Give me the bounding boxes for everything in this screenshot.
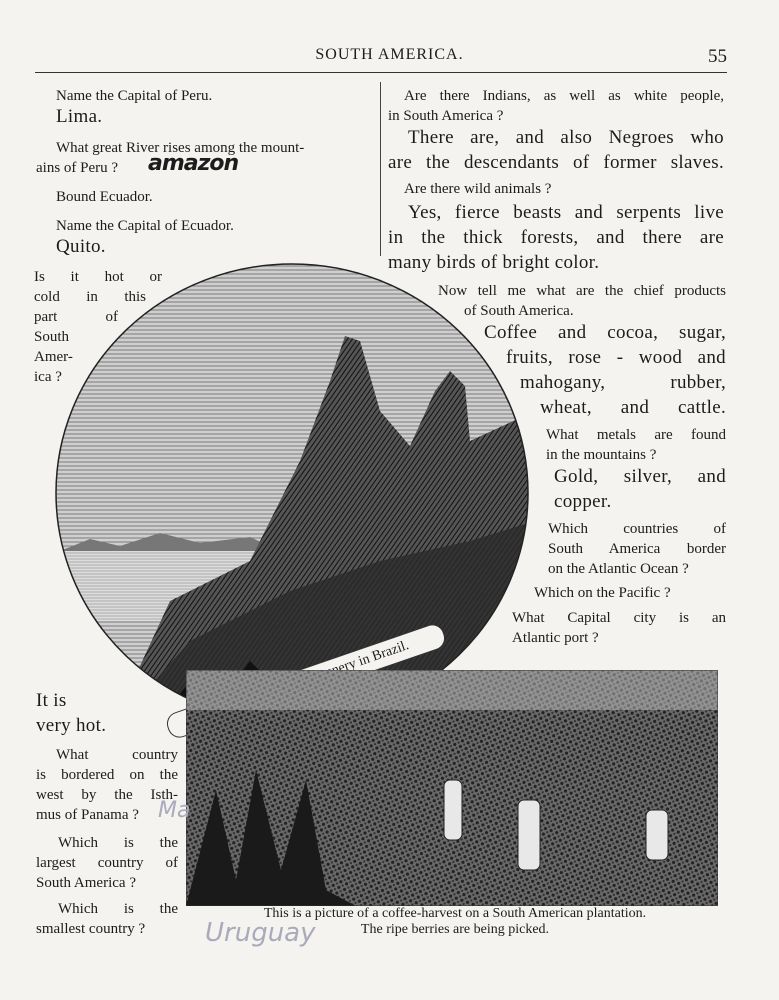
pencil-note-ma: Ma xyxy=(158,798,191,823)
question-atlantic-port-line: What Capital city is an xyxy=(512,610,726,626)
question-atlantic-countries-line: on the Atlantic Ocean ? xyxy=(548,561,689,577)
answer-chief-products-line: wheat, and cattle. xyxy=(540,397,726,418)
question-atlantic-port xyxy=(512,608,726,648)
mountain-engraving-illustration xyxy=(50,261,535,731)
question-metals-line: What metals are found xyxy=(546,427,726,443)
question-largest-country xyxy=(36,833,178,893)
question-smallest-country xyxy=(36,899,178,939)
question-isthmus-panama xyxy=(36,745,178,825)
question-largest-country-line: South America ? xyxy=(36,875,136,891)
question-hot-or-cold-line: cold in this xyxy=(34,289,146,305)
answer-lima: Lima. xyxy=(56,106,103,127)
answer-very-hot-line: very hot. xyxy=(36,715,107,736)
answer-metals xyxy=(554,464,726,514)
question-hot-or-cold-line: Amer- xyxy=(34,349,73,365)
running-head: SOUTH AMERICA. xyxy=(315,46,464,63)
question-hot-or-cold-line: ica ? xyxy=(34,369,62,385)
answer-very-hot xyxy=(36,688,106,738)
coffee-caption-line: The ripe berries are being picked. xyxy=(360,922,550,937)
question-atlantic-countries-line: Which countries of xyxy=(548,521,726,537)
question-isthmus-panama-line: mus of Panama ? xyxy=(36,807,139,823)
answer-metals-line: copper. xyxy=(554,491,612,512)
question-chief-products-line: Now tell me what are the chief products xyxy=(438,283,726,299)
answer-metals-line: Gold, silver, and xyxy=(554,466,726,487)
coffee-harvest-engraving xyxy=(186,670,718,906)
question-isthmus-panama-line: What country xyxy=(56,747,178,763)
answer-wild-animals-line: in the thick forests, and there are xyxy=(388,227,724,248)
question-isthmus-panama-line: is bordered on the xyxy=(36,767,178,783)
question-great-river-line2: ains of Peru ? xyxy=(36,160,119,176)
answer-wild-animals-line: Yes, fierce beasts and serpents live xyxy=(408,202,724,223)
question-hot-or-cold-line: part of xyxy=(34,309,118,325)
pencil-note-uruguay: Uruguay xyxy=(205,918,316,948)
page-number: 55 xyxy=(708,46,727,67)
coffee-harvest-illustration xyxy=(186,670,718,906)
question-atlantic-port-line: Atlantic port ? xyxy=(512,630,599,646)
question-indians-line: in South America ? xyxy=(388,108,504,124)
question-great-river-line1: What great River rises among the mount- xyxy=(56,140,305,156)
question-metals-line: in the mountains ? xyxy=(546,447,657,463)
coffee-caption-line: This is a picture of a coffee-harvest on a South American plantation. xyxy=(263,906,647,921)
question-bound-ecuador: Bound Ecuador. xyxy=(56,189,153,205)
question-smallest-country-line: smallest country ? xyxy=(36,921,146,937)
answer-wild-animals-line: many birds of bright color. xyxy=(388,252,600,273)
answer-quito: Quito. xyxy=(56,236,106,257)
question-atlantic-countries xyxy=(548,519,726,579)
column-divider xyxy=(380,82,381,256)
question-pacific: Which on the Pacific ? xyxy=(534,585,671,601)
handwritten-answer-amazon: amazon xyxy=(148,151,239,176)
question-smallest-country-line: Which is the xyxy=(58,901,178,917)
question-largest-country-line: largest country of xyxy=(36,855,178,871)
answer-indians xyxy=(388,125,724,175)
answer-indians-line: There are, and also Negroes who xyxy=(408,127,724,148)
question-isthmus-panama-line: west by the Isth- xyxy=(36,787,178,803)
question-chief-products-line: of South America. xyxy=(464,303,574,319)
question-metals xyxy=(546,425,726,465)
question-hot-or-cold-line: Is it hot or xyxy=(34,269,162,285)
answer-chief-products-line: Coffee and cocoa, sugar, xyxy=(484,322,726,343)
answer-indians-line: are the descendants of former slaves. xyxy=(388,152,724,173)
answer-very-hot-line: It is xyxy=(36,690,67,711)
answer-chief-products-line: fruits, rose - wood and xyxy=(506,347,726,368)
question-largest-country-line: Which is the xyxy=(58,835,178,851)
question-capital-peru: Name the Capital of Peru. xyxy=(56,88,213,104)
question-indians-line: Are there Indians, as well as white people, xyxy=(404,88,724,104)
answer-chief-products-line: mahogany, rubber, xyxy=(520,372,726,393)
question-hot-or-cold-line: South xyxy=(34,329,70,345)
question-atlantic-countries-line: South America border xyxy=(548,541,726,557)
header-rule xyxy=(35,72,727,73)
question-capital-ecuador: Name the Capital of Ecuador. xyxy=(56,218,234,234)
mountain-engraving xyxy=(50,261,535,731)
question-indians xyxy=(388,86,724,126)
question-wild-animals: Are there wild animals ? xyxy=(404,181,552,197)
